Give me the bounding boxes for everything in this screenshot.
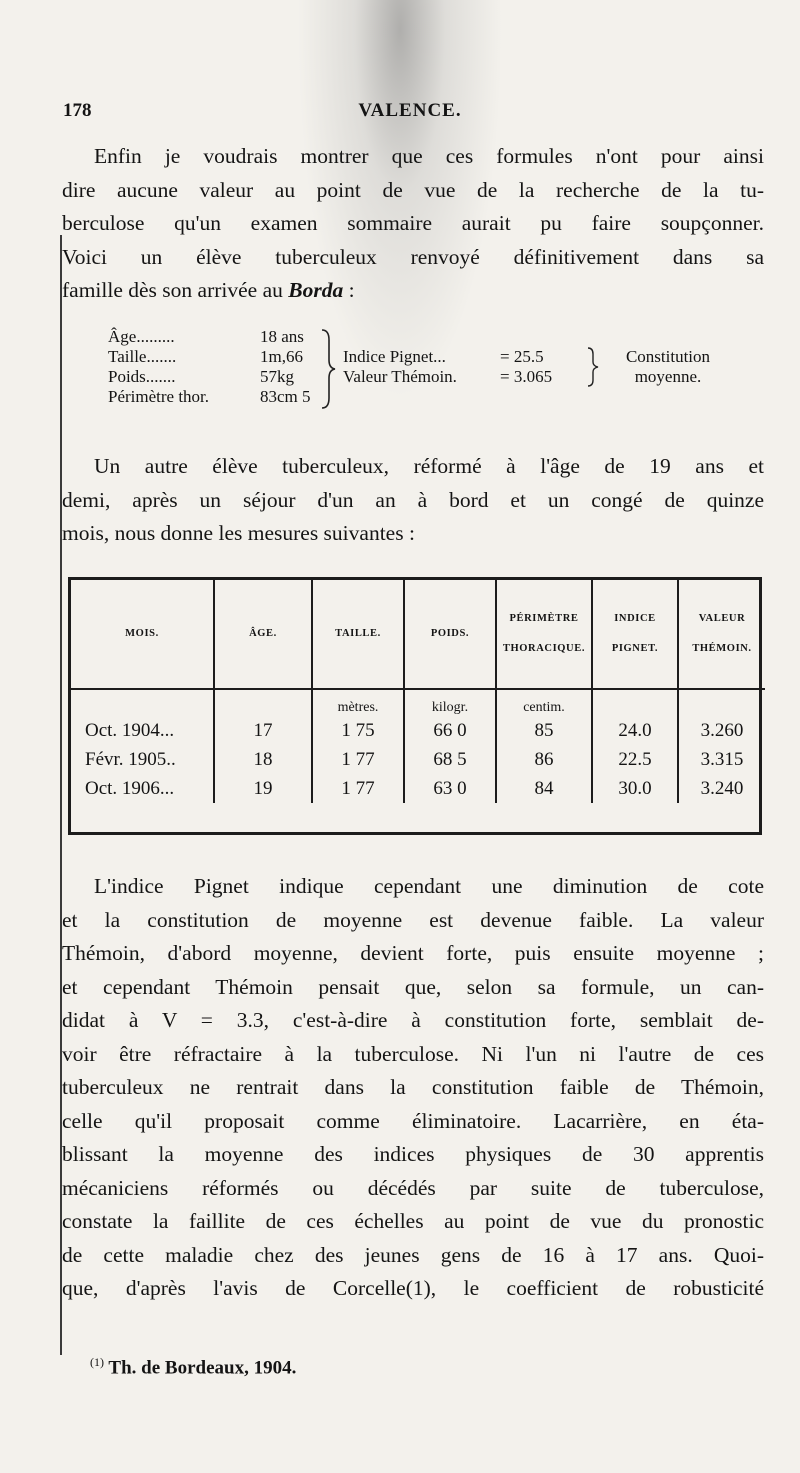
units-row (71, 689, 765, 716)
text-line: didat à V = 3.3, c'est-à-dire à constitution forte, semblait de- (62, 1008, 764, 1032)
text-line (62, 274, 764, 308)
table-row (71, 745, 765, 774)
index-value: = 25.5 (500, 347, 544, 366)
paragraph-discussion (62, 870, 764, 1306)
table-row (71, 774, 765, 803)
measure-label: Périmètre thor. (108, 387, 210, 406)
right-brace-icon (586, 346, 600, 388)
paragraph-second-case (62, 450, 764, 551)
text-line: demi, après un séjour d'un an à bord et un congé de quinze (62, 487, 764, 512)
table-cell: Oct. 1904... (85, 719, 175, 741)
text-line: L'indice Pignet indique cependant une diminution de cote (94, 874, 764, 898)
right-brace-icon (320, 328, 338, 410)
table-cell: 19 (214, 774, 312, 803)
text-line: Thémoin, d'abord moyenne, devient forte, puis ensuite moyenne ; (62, 941, 764, 965)
table-cell: Févr. 1905.. (85, 748, 176, 770)
table-cell: 66 0 (404, 716, 496, 745)
table-cell: 68 5 (404, 745, 496, 774)
measure-label: Taille....... (108, 347, 177, 366)
conclusion-text: moyenne. (634, 367, 702, 386)
table-cell: 18 (214, 745, 312, 774)
column-header: ÂGE. (214, 580, 312, 689)
text-line: Voici un élève tuberculeux renvoyé définitivement dans sa (62, 244, 764, 269)
index-label: Indice Pignet... (343, 347, 446, 366)
table-cell: Oct. 1906... (85, 777, 175, 799)
text-line: Enfin je voudrais montrer que ces formules n'ont pour ainsi (94, 144, 764, 168)
text-line: celle qu'il proposait comme éliminatoire. Lacarrière, en éta- (62, 1108, 764, 1133)
column-header: POIDS. (404, 580, 496, 689)
table-row (71, 716, 765, 745)
table-cell: 30.0 (592, 774, 678, 803)
table-cell: 85 (496, 716, 592, 745)
table-cell: 3.315 (678, 745, 765, 774)
measure-label: Poids....... (108, 367, 176, 386)
table-cell: 3.260 (678, 716, 765, 745)
footnote (90, 1355, 296, 1379)
text-line: de cette maladie chez des jeunes gens de 16 à 17 ans. Quoi- (62, 1242, 764, 1267)
measure-value: 83cm 5 (260, 387, 311, 406)
measure-value: 57kg (260, 367, 294, 386)
measure-value: 18 ans (260, 327, 304, 346)
column-header: PÉRIMÈTRE THORACIQUE. (496, 580, 592, 689)
table-cell (678, 689, 765, 716)
table-cell (214, 689, 312, 716)
text-line: berculose qu'un examen sommaire aurait pu faire soupçonner. (62, 211, 764, 235)
running-title: VALENCE. (358, 100, 462, 121)
index-label: Valeur Thémoin. (343, 367, 457, 386)
table-cell: 1 75 (312, 716, 404, 745)
table-cell: 3.240 (678, 774, 765, 803)
table-cell: 1 77 (312, 745, 404, 774)
table-cell: 84 (496, 774, 592, 803)
text-line: mécaniciens réformés ou décédés par suite de tuberculose, (62, 1175, 764, 1200)
paragraph-intro (62, 140, 764, 308)
table-cell: centim. (496, 689, 592, 716)
index-value: = 3.065 (500, 367, 553, 386)
table-cell (592, 689, 678, 716)
text-line: dire aucune valeur au point de vue de la recherche de la tu- (62, 177, 764, 202)
table-cell: kilogr. (404, 689, 496, 716)
table-cell: 17 (214, 716, 312, 745)
text-line: Un autre élève tuberculeux, réformé à l'âge de 19 ans et (94, 454, 764, 478)
text-line: et cependant Thémoin pensait que, selon sa formule, un can- (62, 974, 764, 999)
text-line: voir être réfractaire à la tuberculose. Ni l'un ni l'autre de ces (62, 1041, 764, 1066)
text-line: mois, nous donne les mesures suivantes : (62, 521, 415, 545)
measure-value: 1m,66 (260, 347, 303, 366)
text-line: et la constitution de moyenne est devenue faible. La valeur (62, 907, 764, 932)
table-cell: 24.0 (592, 716, 678, 745)
text-line: blissant la moyenne des indices physiques de 30 apprentis (62, 1142, 764, 1166)
column-header: TAILLE. (312, 580, 404, 689)
table-cell: 1 77 (312, 774, 404, 803)
conclusion-text: Constitution (625, 347, 711, 366)
table-cell: mètres. (312, 689, 404, 716)
page-number: 178 (63, 100, 92, 121)
measurement-block (108, 328, 748, 418)
text-span: famille dès son arrivée au (62, 278, 289, 302)
ship-name: Borda (288, 278, 344, 302)
text-line: que, d'après l'avis de Corcelle(1), le coefficient de robusticité (62, 1276, 764, 1300)
table-header-row (71, 580, 765, 689)
table-cell: 63 0 (404, 774, 496, 803)
table-cell (71, 689, 214, 716)
column-header: INDICE PIGNET. (592, 580, 678, 689)
column-header: MOIS. (71, 580, 214, 689)
footnote-mark: (1) (90, 1355, 104, 1369)
page-header (60, 100, 760, 130)
text-span: : (343, 278, 355, 302)
table-cell: 22.5 (592, 745, 678, 774)
footnote-text: Th. de Bordeaux, 1904. (108, 1357, 297, 1379)
measurements-table (68, 577, 762, 835)
table-cell: 86 (496, 745, 592, 774)
text-line: tuberculeux ne rentrait dans la constitution faible de Thémoin, (62, 1075, 764, 1099)
text-line: constate la faillite de ces échelles au point de vue du pronostic (62, 1209, 764, 1233)
column-header: VALEUR THÉMOIN. (678, 580, 765, 689)
measure-label: Âge......... (108, 327, 175, 346)
